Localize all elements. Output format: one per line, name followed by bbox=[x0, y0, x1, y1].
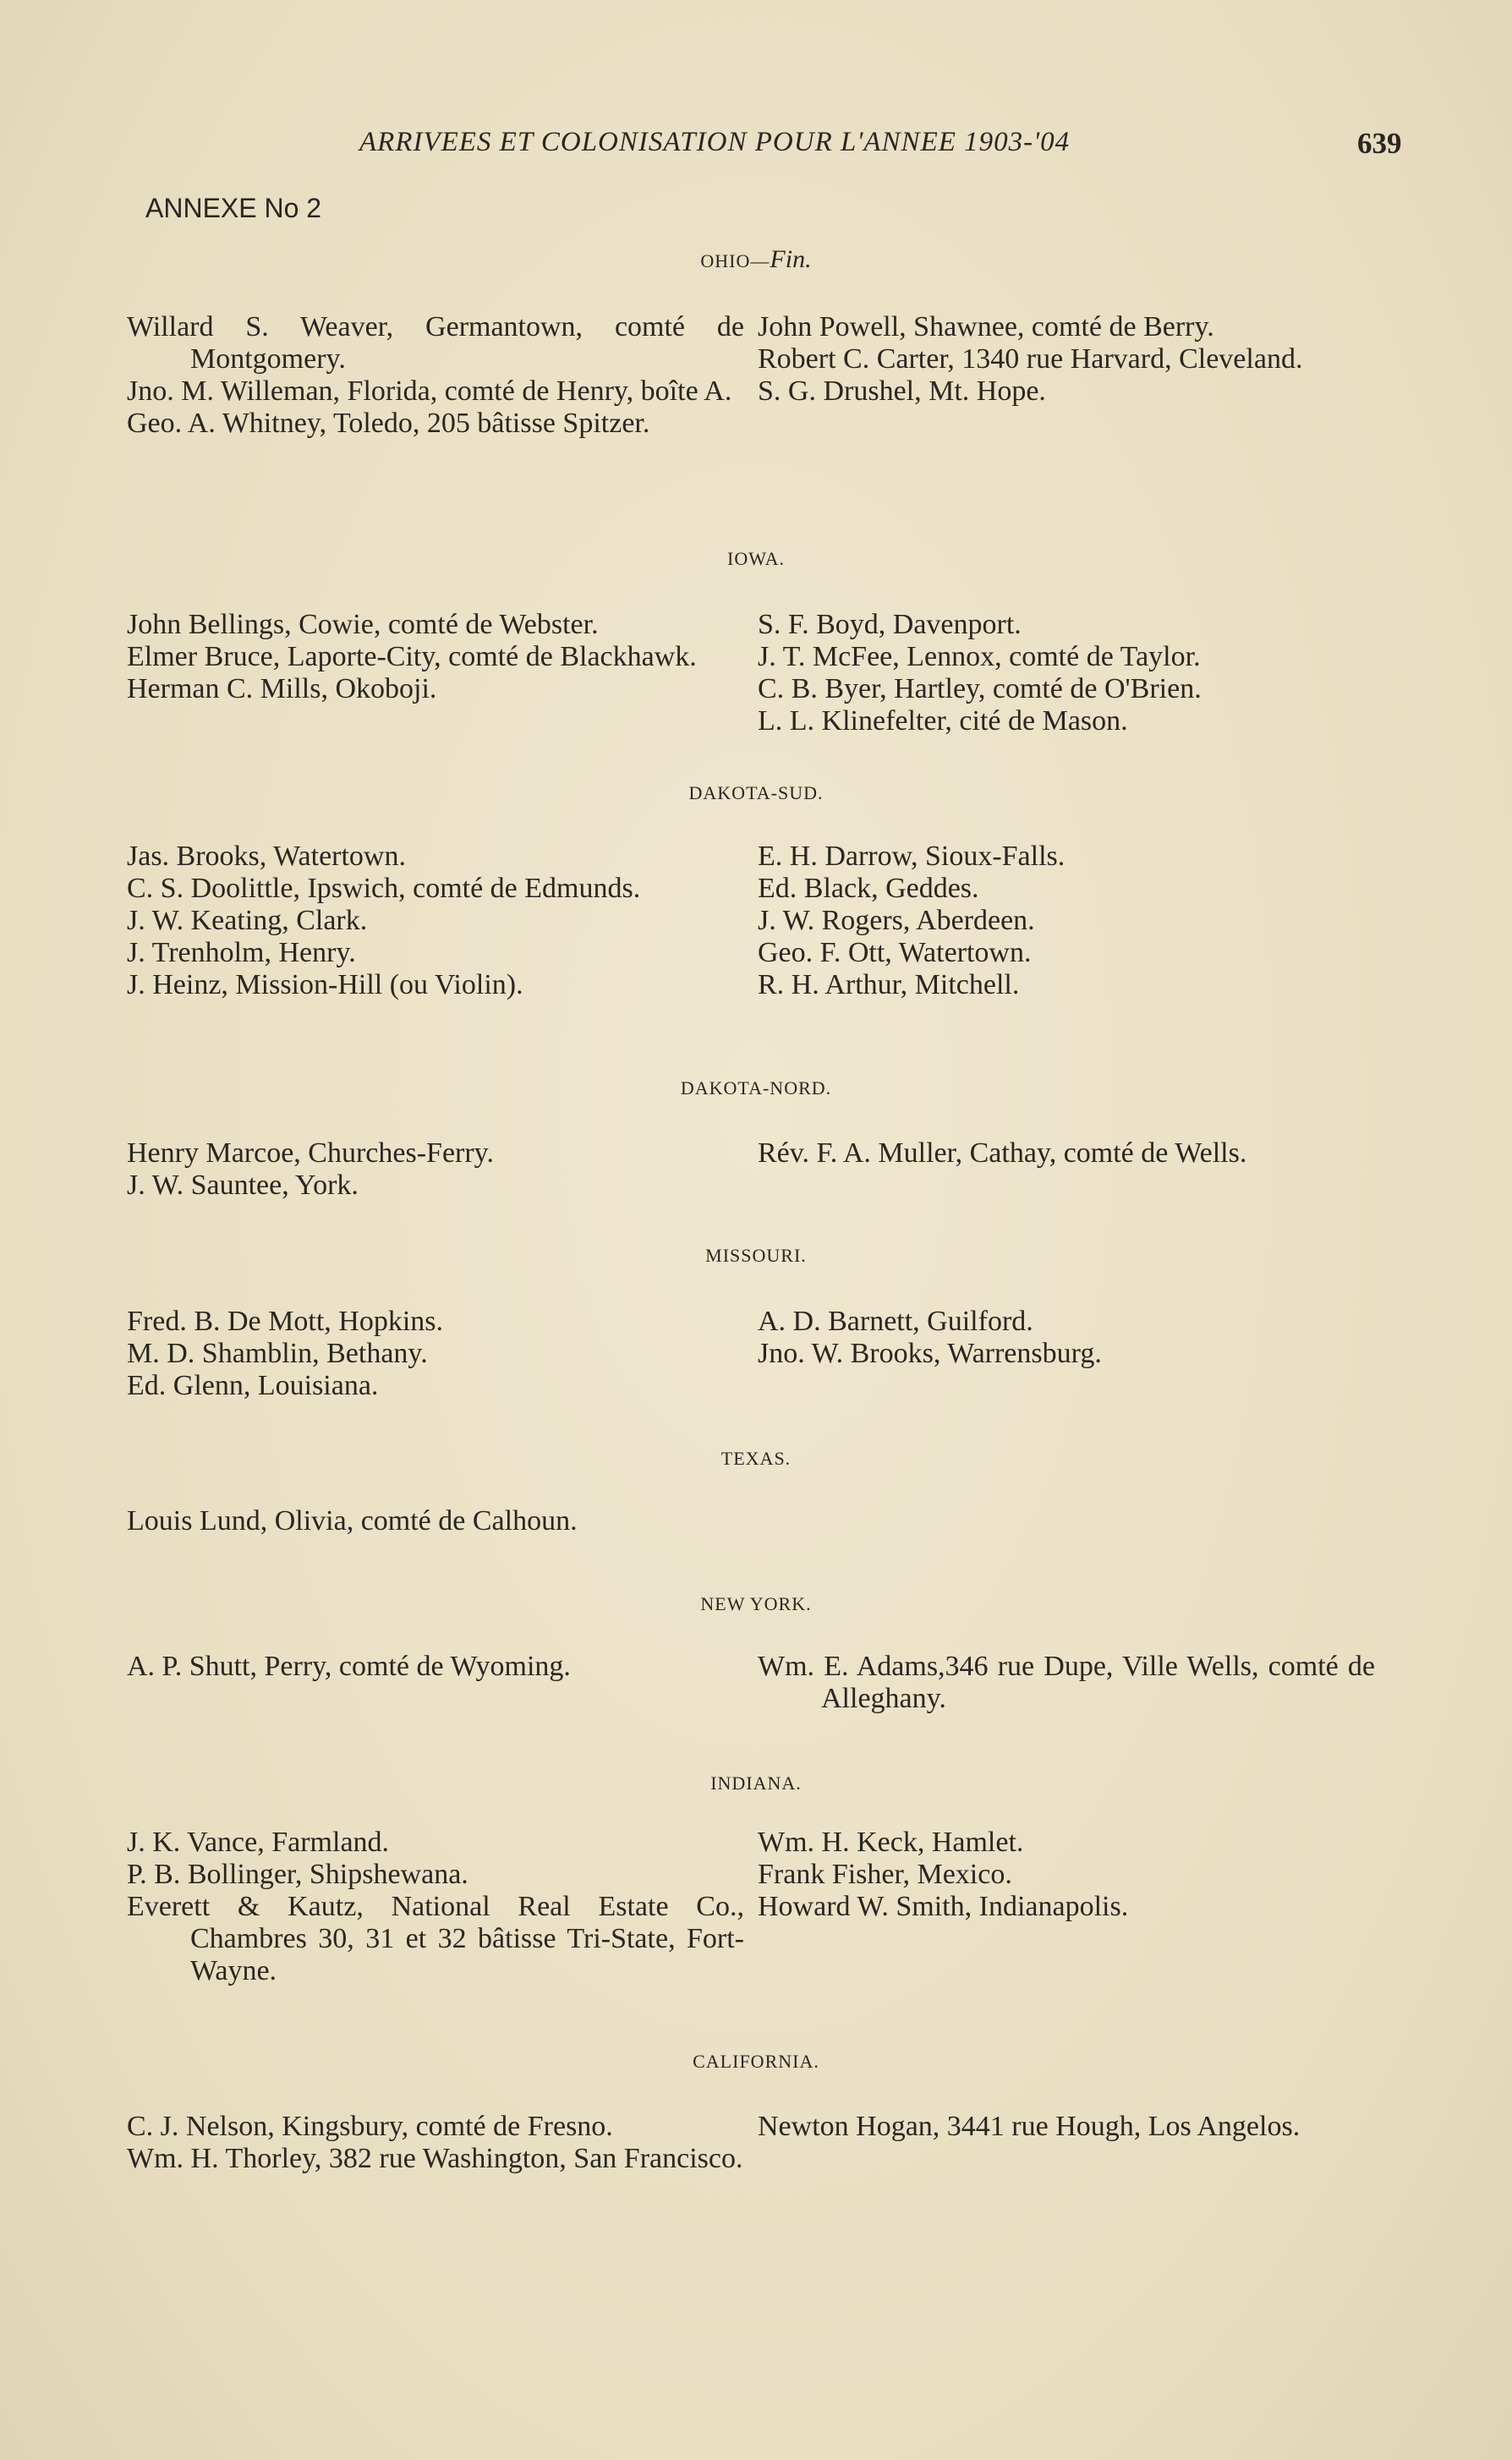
list-item: Geo. F. Ott, Watertown. bbox=[758, 937, 1032, 968]
running-title: ARRIVEES ET COLONISATION POUR L'ANNEE 1903-'04 bbox=[359, 127, 1071, 157]
list-item: Louis Lund, Olivia, comté de Calhoun. bbox=[127, 1505, 578, 1537]
section-title-dakota-nord: DAKOTA-NORD. bbox=[680, 1077, 832, 1099]
new-york-right-column bbox=[758, 1651, 1375, 1715]
list-item: Frank Fisher, Mexico. bbox=[758, 1859, 1012, 1890]
list-item: S. F. Boyd, Davenport. bbox=[758, 609, 1022, 640]
section-title-texas: TEXAS. bbox=[720, 1448, 792, 1469]
list-item: J. K. Vance, Farmland. bbox=[127, 1827, 390, 1858]
section-title-indiana: INDIANA. bbox=[710, 1772, 802, 1794]
section-title-dakota-sud: DAKOTA-SUD. bbox=[688, 782, 824, 803]
new-york-left-column bbox=[127, 1651, 744, 1683]
list-item: E. H. Darrow, Sioux-Falls. bbox=[758, 841, 1066, 872]
list-item: Wm. H. Keck, Hamlet. bbox=[758, 1827, 1024, 1858]
list-item: P. B. Bollinger, Shipshewana. bbox=[127, 1859, 468, 1890]
section-title-new-york: NEW YORK. bbox=[700, 1593, 812, 1614]
list-item: Elmer Bruce, Laporte-City, comté de Blackhawk. bbox=[127, 641, 697, 672]
list-item: M. D. Shamblin, Bethany. bbox=[127, 1338, 428, 1369]
indiana-right-column bbox=[758, 1827, 1375, 1923]
ohio-right-column bbox=[758, 311, 1375, 408]
list-item: Willard S. Weaver, Germantown, comté de Montgomery. bbox=[127, 311, 744, 375]
list-item: Ed. Black, Geddes. bbox=[758, 873, 979, 904]
list-item: A. D. Barnett, Guilford. bbox=[758, 1306, 1033, 1337]
list-item: Rév. F. A. Muller, Cathay, comté de Wells. bbox=[758, 1137, 1247, 1169]
list-item: C. J. Nelson, Kingsbury, comté de Fresno. bbox=[127, 2111, 613, 2142]
list-item: J. W. Sauntee, York. bbox=[127, 1170, 359, 1201]
list-item: Herman C. Mills, Okoboji. bbox=[127, 673, 437, 704]
list-item: L. L. Klinefelter, cité de Mason. bbox=[758, 705, 1128, 737]
list-item: Howard W. Smith, Indianapolis. bbox=[758, 1891, 1129, 1922]
iowa-right-column bbox=[758, 609, 1375, 737]
list-item: Geo. A. Whitney, Toledo, 205 bâtisse Spitzer. bbox=[127, 408, 650, 439]
list-item: Jno. W. Brooks, Warrensburg. bbox=[758, 1338, 1102, 1369]
section-title-missouri: MISSOURI. bbox=[705, 1245, 807, 1266]
california-right-column bbox=[758, 2111, 1375, 2143]
dakota-nord-left-column bbox=[127, 1137, 744, 1202]
list-item: Wm. H. Thorley, 382 rue Washington, San Francisco. bbox=[127, 2143, 743, 2174]
annex-label: ANNEXE No 2 bbox=[145, 193, 322, 223]
section-title-california: CALIFORNIA. bbox=[693, 2051, 819, 2072]
list-item: Newton Hogan, 3441 rue Hough, Los Angelos. bbox=[758, 2111, 1301, 2142]
texas-left-column bbox=[127, 1505, 744, 1537]
iowa-left-column bbox=[127, 609, 744, 705]
indiana-left-column bbox=[127, 1827, 744, 1987]
section-title-iowa: IOWA. bbox=[727, 548, 785, 569]
list-item: C. S. Doolittle, Ipswich, comté de Edmunds. bbox=[127, 873, 641, 904]
california-left-column bbox=[127, 2111, 744, 2175]
list-item: John Bellings, Cowie, comté de Webster. bbox=[127, 609, 599, 640]
list-item: S. G. Drushel, Mt. Hope. bbox=[758, 375, 1046, 407]
list-item: J. W. Keating, Clark. bbox=[127, 905, 368, 936]
list-item: John Powell, Shawnee, comté de Berry. bbox=[758, 311, 1214, 342]
list-item: A. P. Shutt, Perry, comté de Wyoming. bbox=[127, 1651, 571, 1682]
list-item: J. Trenholm, Henry. bbox=[127, 937, 356, 968]
list-item: Everett & Kautz, National Real Estate Co., Chambres 30, 31 et 32 bâtisse Tri-State, Fort-Wayne. bbox=[127, 1891, 744, 1986]
list-item: R. H. Arthur, Mitchell. bbox=[758, 969, 1020, 1000]
dakota-sud-right-column bbox=[758, 841, 1375, 1001]
list-item: Jno. M. Willeman, Florida, comté de Henry, boîte A. bbox=[127, 375, 732, 407]
section-title-ohio-suffix: Fin. bbox=[770, 245, 812, 273]
list-item: Fred. B. De Mott, Hopkins. bbox=[127, 1306, 443, 1337]
dakota-nord-right-column bbox=[758, 1137, 1375, 1170]
missouri-right-column bbox=[758, 1306, 1375, 1370]
ohio-left-column bbox=[127, 311, 744, 440]
list-item: J. T. McFee, Lennox, comté de Taylor. bbox=[758, 641, 1201, 672]
list-item: J. W. Rogers, Aberdeen. bbox=[758, 905, 1035, 936]
page-number: 639 bbox=[1357, 127, 1402, 160]
list-item: Ed. Glenn, Louisiana. bbox=[127, 1370, 379, 1401]
list-item: Robert C. Carter, 1340 rue Harvard, Cleveland. bbox=[758, 343, 1303, 375]
list-item: J. Heinz, Mission-Hill (ou Violin). bbox=[127, 969, 523, 1000]
missouri-left-column bbox=[127, 1306, 744, 1402]
section-title-ohio: OHIO—Fin. bbox=[700, 245, 812, 273]
list-item: Wm. E. Adams,346 rue Dupe, Ville Wells, comté de Alleghany. bbox=[758, 1651, 1375, 1714]
list-item: C. B. Byer, Hartley, comté de O'Brien. bbox=[758, 673, 1202, 704]
list-item: Jas. Brooks, Watertown. bbox=[127, 841, 406, 872]
list-item: Henry Marcoe, Churches-Ferry. bbox=[127, 1137, 494, 1169]
dakota-sud-left-column bbox=[127, 841, 744, 1001]
